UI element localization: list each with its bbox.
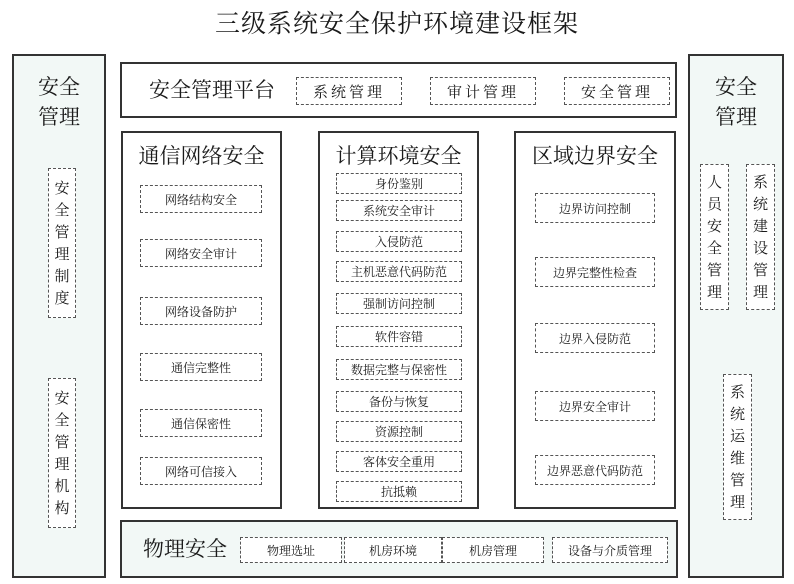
left-management-panel [12, 54, 106, 578]
security-platform-panel [120, 62, 677, 118]
mandatory-access-box: 强制访问控制 [336, 293, 462, 314]
boundary-integrity-box: 边界完整性检查 [535, 257, 655, 287]
network-trusted-access-box: 网络可信接入 [140, 457, 262, 485]
compute-env-panel [318, 131, 479, 509]
object-reuse-box: 客体安全重用 [336, 451, 462, 472]
personnel-management-box: 人员安全管理 [700, 164, 729, 310]
network-device-protection-box: 网络设备防护 [140, 297, 262, 325]
compute-env-title: 计算环境安全 [335, 144, 462, 168]
physical-site-box: 物理选址 [240, 537, 342, 563]
comm-network-title: 通信网络安全 [138, 144, 265, 168]
network-structure-box: 网络结构安全 [140, 185, 262, 213]
audit-management-box: 审计管理 [430, 77, 536, 105]
resource-control-box: 资源控制 [336, 421, 462, 442]
security-management-box: 安全管理 [564, 77, 670, 105]
comm-network-panel [121, 131, 282, 509]
comm-integrity-box: 通信完整性 [140, 353, 262, 381]
security-organization-box: 安全管理机构 [48, 378, 76, 528]
backup-recovery-box: 备份与恢复 [336, 391, 462, 412]
physical-security-panel [120, 520, 678, 578]
server-room-mgmt-box: 机房管理 [442, 537, 544, 563]
server-room-env-box: 机房环境 [344, 537, 442, 563]
network-audit-box: 网络安全审计 [140, 239, 262, 267]
intrusion-prevention-box: 入侵防范 [336, 231, 462, 252]
fault-tolerance-box: 软件容错 [336, 326, 462, 347]
platform-title: 安全管理平台 [149, 78, 275, 102]
boundary-panel [514, 131, 676, 509]
system-operation-box: 系统运维管理 [723, 374, 752, 520]
diagram-title: 三级系统安全保护环境建设框架 [214, 9, 579, 38]
system-construction-box: 系统建设管理 [746, 164, 775, 310]
data-integrity-box: 数据完整与保密性 [336, 359, 462, 380]
system-management-box: 系统管理 [296, 77, 402, 105]
comm-confidentiality-box: 通信保密性 [140, 409, 262, 437]
physical-title: 物理安全 [143, 537, 227, 561]
boundary-access-control-box: 边界访问控制 [535, 193, 655, 223]
boundary-malware-box: 边界恶意代码防范 [535, 455, 655, 485]
system-audit-box: 系统安全审计 [336, 200, 462, 221]
non-repudiation-box: 抗抵赖 [336, 481, 462, 502]
device-media-mgmt-box: 设备与介质管理 [552, 537, 668, 563]
boundary-title: 区域边界安全 [532, 144, 658, 168]
left-panel-title: 安全管理 [38, 75, 80, 129]
security-policy-box: 安全管理制度 [48, 168, 76, 318]
right-panel-title: 安全管理 [715, 75, 757, 129]
host-malware-box: 主机恶意代码防范 [336, 261, 462, 282]
right-management-panel [688, 54, 784, 578]
boundary-intrusion-box: 边界入侵防范 [535, 323, 655, 353]
identity-auth-box: 身份鉴别 [336, 173, 462, 194]
boundary-audit-box: 边界安全审计 [535, 391, 655, 421]
